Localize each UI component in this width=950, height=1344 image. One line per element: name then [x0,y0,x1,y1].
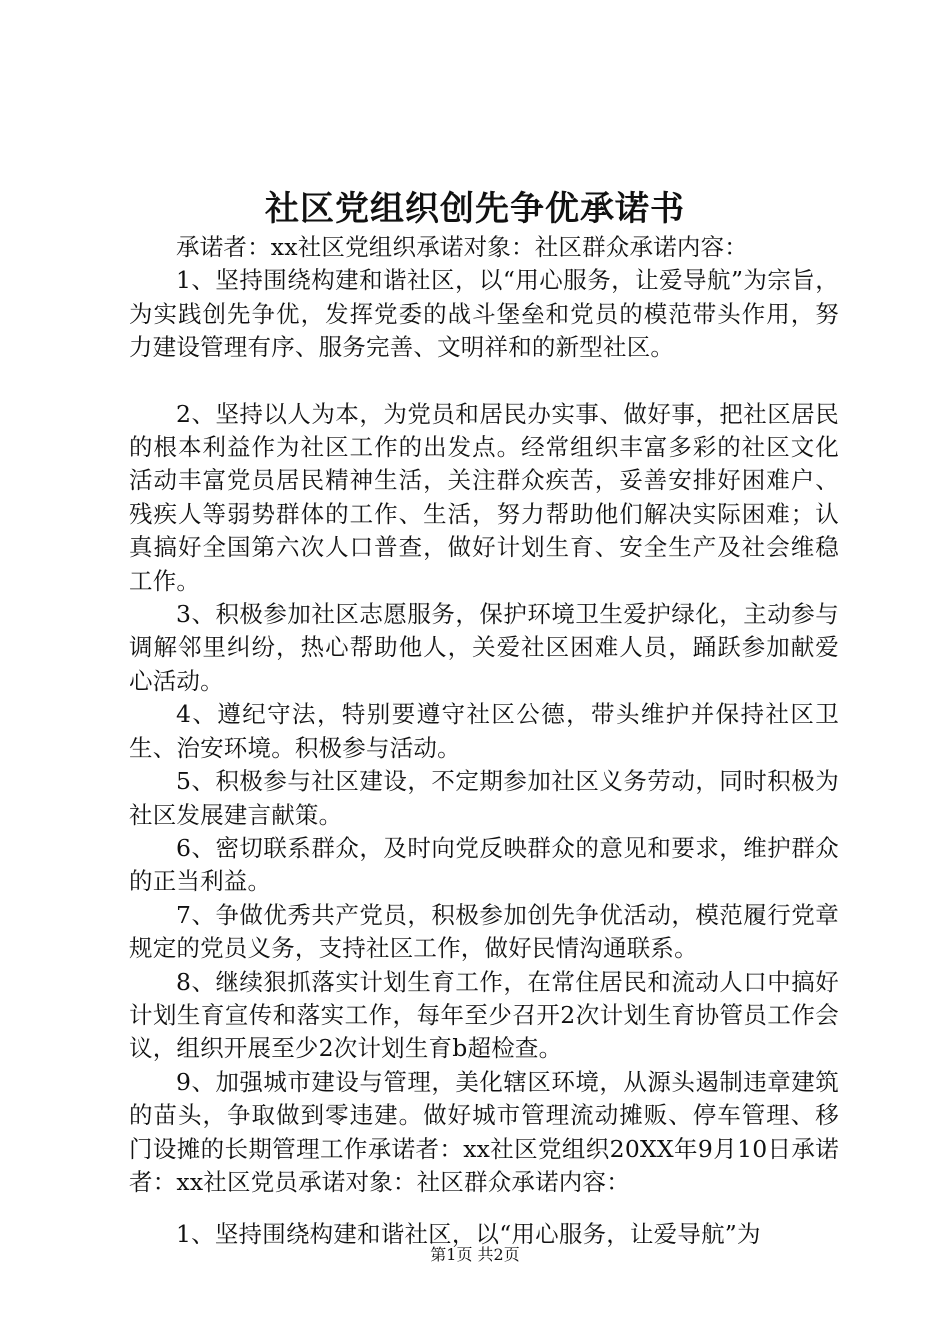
paragraph-item-5: 5、积极参与社区建设，不定期参加社区义务劳动，同时积极为社区发展建言献策。 [129,767,839,829]
paragraph-item-3: 3、积极参加社区志愿服务，保护环境卫生爱护绿化，主动参与调解邻里纠纷，热心帮助他人，关爱社区困难人员，踊跃参加献爱心活动。 [129,600,839,695]
document-title: 社区党组织创先争优承诺书 [265,189,685,229]
paragraph-item-8: 8、继续狠抓落实计划生育工作，在常住居民和流动人口中搞好计划生育宣传和落实工作，每年至少召开2次计划生育协管员工作会议，组织开展至少2次计划生育b超检查。 [129,967,839,1063]
paragraph-item-6: 6、密切联系群众，及时向党反映群众的意见和要求，维护群众的正当利益。 [129,833,839,896]
document-body [129,231,839,1252]
paragraph-item-1-repeat: 1、坚持围绕构建和谐社区，以“用心服务，让爱导航”为 [176,1220,761,1249]
paragraph-item-7: 7、争做优秀共产党员，积极参加创先争优活动，模范履行党章规定的党员义务，支持社区工作，做好民情沟通联系。 [129,900,839,963]
paragraph-item-2: 2、坚持以人为本，为党员和居民办实事、做好事，把社区居民的根本利益作为社区工作的出发点。经常组织丰富多彩的社区文化活动丰富党员居民精神生活，关注群众疾苦，妥善安排好困难户、残疾人等弱势群体的工作、生活，努力帮助他们解决实际困难；认真搞好全国第六次人口普查，做好计划生育、安全生产及社会维稳工作。 [129,399,839,595]
paragraph-item-9: 9、加强城市建设与管理，美化辖区环境，从源头遏制违章建筑的苗头，争取做到零违建。做好城市管理流动摊贩、停车管理、移门设摊的长期管理工作承诺者：xx社区党组织20XX年9月10日承诺者：xx社区党员承诺对象：社区群众承诺内容： [129,1067,839,1196]
paragraph-intro: 承诺者：xx社区党组织承诺对象：社区群众承诺内容： [176,233,749,261]
page-number: 第1页 共2页 [430,1245,520,1264]
paragraph-item-1: 1、坚持围绕构建和谐社区，以“用心服务，让爱导航”为宗旨，为实践创先争优，发挥党委的战斗堡垒和党员的模范带头作用，努力建设管理有序、服务完善、文明祥和的新型社区。 [129,266,839,362]
paragraph-item-4: 4、遵纪守法，特别要遵守社区公德，带头维护并保持社区卫生、治安环境。积极参与活动。 [129,700,839,762]
